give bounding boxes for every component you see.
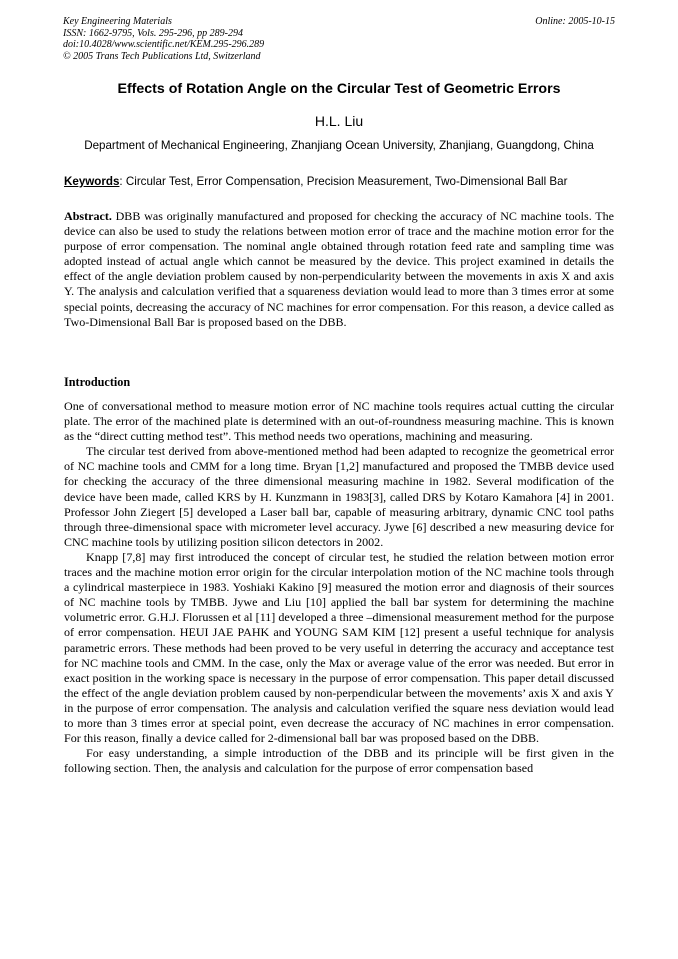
abstract-text: DBB was originally manufactured and proposed for checking the accuracy of NC machine tools. The device can also be used to study the relations between motion error of trace and the machine motion error for the purpose of error compensation. The nominal angle obtained through rotation feed rate and sampling time was adopted instead of actual angle which cannot be measured by the device. This project examined in details the effect of the angle deviation problem caused by non-perpendicularity between the movements in axis X and axis Y. The analysis and calculation verified that a squareness deviation would lead to more than 3 times error at some special points, decreasing the accuracy of NC machines for error compensation. For this reason, a device called as Two-Dimensional Ball Bar is proposed based on the DBB. xyxy=(64,209,614,329)
abstract xyxy=(64,209,614,330)
keywords-colon: : xyxy=(119,175,123,188)
intro-paragraph: One of conversational method to measure motion error of NC machine tools requires actual cutting the circular plate. The error of the machined plate is determined with an out-of-roundness measuring machine. This is known as the “direct cutting method test”. This method needs two operations, machining and measuring. xyxy=(64,399,614,444)
keywords-line xyxy=(64,175,614,188)
section-heading-introduction: Introduction xyxy=(64,375,131,389)
issn-line: ISSN: 1662-9795, Vols. 295-296, pp 289-294 xyxy=(63,27,243,39)
abstract-label: Abstract. xyxy=(64,209,112,223)
copyright-line: © 2005 Trans Tech Publications Ltd, Switzerland xyxy=(63,50,261,62)
intro-paragraph: Knapp [7,8] may first introduced the concept of circular test, he studied the relation between motion error traces and the machine motion error origin for the circular interpolation motion of the NC machine tools through a cylindrical masterpiece in 1983. Yoshiaki Kakino [9] measured the motion error and diagnosis of their sources of NC machine tools by TMBB. Jywe and Liu [10] applied the ball bar system for determining the machine volumetric error. G.H.J. Florussen et al [11] developed a three –dimensional measurement method for the purpose of error compensation. HEUI JAE PAHK and YOUNG SAM KIM [12] present a useful technique for analysis parametric errors. These methods had been proved to be very useful in deterring the accuracy and acceptance test for NC machine tools and CMM. In the case, only the Max or average value of the error was needed. But error in exact position in the working space is necessary in the purpose of error compensation. This paper detail discussed the effect of the angle deviation problem caused by non-perpendicular between the movements’ axis X and axis Y in the purpose of error compensation. The analysis and calculation verified the square ness deviation would lead to more than 3 times error at special point, even decrease the accuracy of NC machines in error compensation. For this reason, finally a device called for 2-dimensional ball bar was proposed based on the DBB. xyxy=(64,549,614,746)
keywords-text: Circular Test, Error Compensation, Precision Measurement, Two-Dimensional Ball Bar xyxy=(122,175,568,188)
author-name: H.L. Liu xyxy=(314,113,364,129)
online-date: Online: 2005-10-15 xyxy=(535,16,615,27)
paper-title: Effects of Rotation Angle on the Circular Test of Geometric Errors xyxy=(117,81,561,97)
journal-info xyxy=(63,16,615,62)
journal-header xyxy=(63,16,615,62)
affiliation: Department of Mechanical Engineering, Zhanjiang Ocean University, Zhanjiang, Guangdong, China xyxy=(84,139,594,152)
doi-line: doi:10.4028/www.scientific.net/KEM.295-296.289 xyxy=(63,39,265,50)
intro-paragraph: For easy understanding, a simple introduction of the DBB and its principle will be first given in the following section. Then, the analysis and calculation for the purpose of error compensation based xyxy=(64,746,614,776)
intro-paragraph: The circular test derived from above-mentioned method had been adapted to recognize the geometrical error of NC machine tools and CMM for a long time. Bryan [1,2] manufactured and proposed the TMBB device used for checking the accuracy of the three dimensional measuring machine in 1982. Several modification of the device have been made, called KRS by H. Kunzmann in 1983[3], called DRS by Kotaro Kamahora [4] in 2001. Professor John Ziegert [5] developed a Laser ball bar, capable of measuring arbitrary, dynamic CNC tool paths through three-dimensional space with micrometer level accuracy. Jywe [6] described a new measuring device for CNC machine tools by utilizing position silicon detectors in 2002. xyxy=(64,444,614,549)
journal-name: Key Engineering Materials xyxy=(63,16,172,27)
introduction-body xyxy=(64,399,614,776)
keywords-label: Keywords xyxy=(64,175,120,188)
